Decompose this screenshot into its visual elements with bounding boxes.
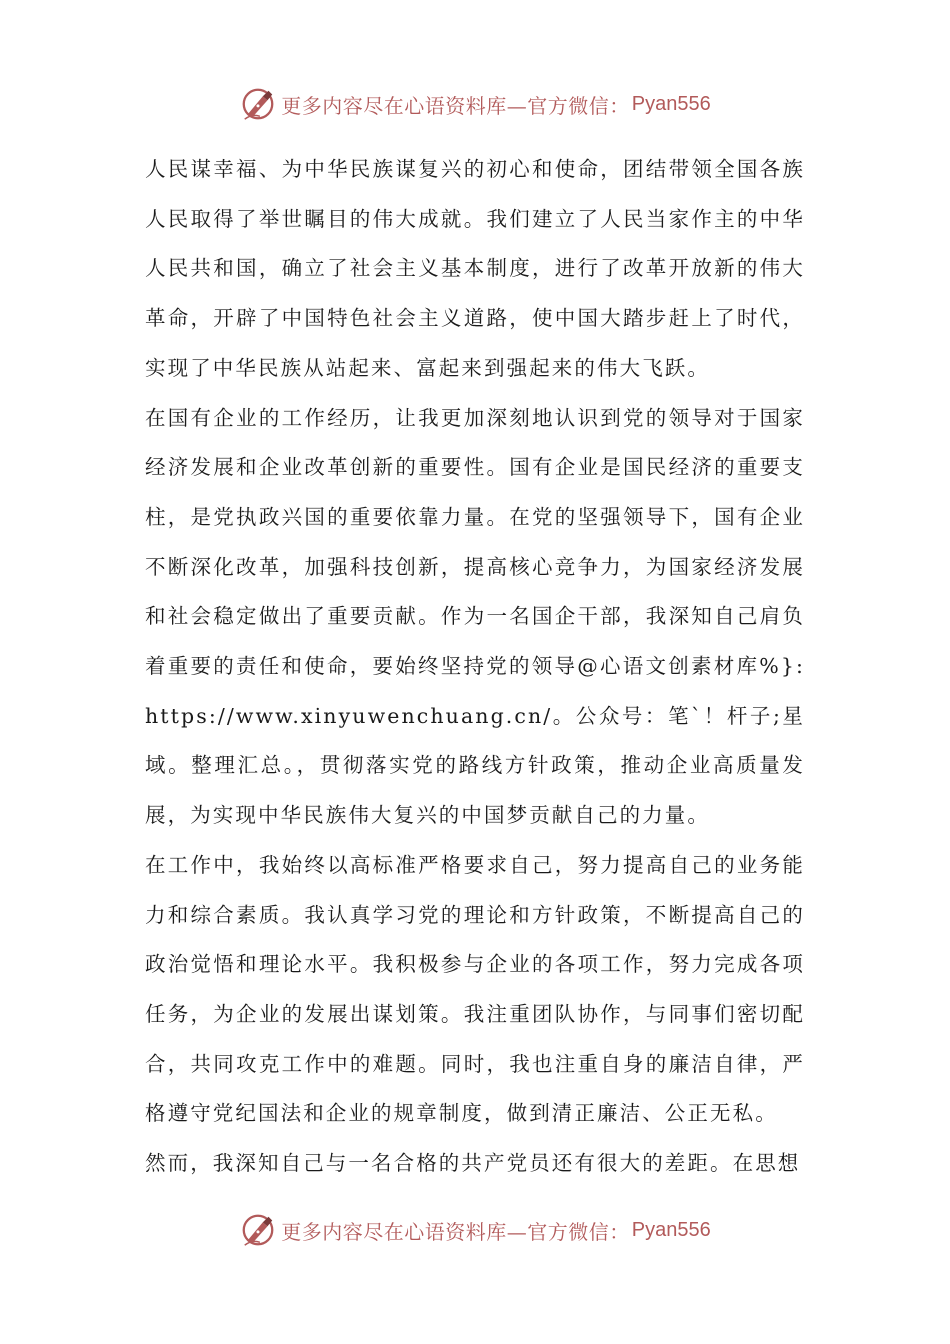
document-body — [145, 145, 805, 1189]
paragraph: 在工作中，我始终以高标准严格要求自己，努力提高自己的业务能力和综合素质。我认真学习党的理论和方针政策，不断提高自己的政治觉悟和理论水平。我积极参与企业的各项工作，努力完成各项任务，为企业的发展出谋划策。我注重团队协作，与同事们密切配合，共同攻克工作中的难题。同时，我也注重自身的廉洁自律，严格遵守党纪国法和企业的规章制度，做到清正廉洁、公正无私。 — [145, 852, 805, 1126]
pen-nib-logo-icon — [239, 1211, 277, 1249]
footer-banner — [0, 1208, 950, 1252]
pen-nib-logo-icon — [239, 85, 277, 123]
paragraph: 然而，我深知自己与一名合格的共产党员还有很大的差距。在思想 — [145, 1151, 801, 1176]
paragraph: 人民谋幸福、为中华民族谋复兴的初心和使命，团结带领全国各族人民取得了举世瞩目的伟大成就。我们建立了人民当家作主的中华人民共和国，确立了社会主义基本制度，进行了改革开放新的伟大革命，开辟了中国特色社会主义道路，使中国大踏步赶上了时代，实现了中华民族从站起来、富起来到强起来的伟大飞跃。 — [145, 157, 805, 380]
header-banner-text: 更多内容尽在心语资料库—官方微信： — [281, 93, 630, 118]
header-wechat-handle: Pyan556 — [631, 92, 711, 115]
paragraph: 在国有企业的工作经历，让我更加深刻地认识到党的领导对于国家经济发展和企业改革创新的重要性。国有企业是国民经济的重要支柱，是党执政兴国的重要依靠力量。在党的坚强领导下，国有企业不断深化改革，加强科技创新，提高核心竞争力，为国家经济发展和社会稳定做出了重要贡献。作为一名国企干部，我深知自己肩负着重要的责任和使命，要始终坚持党的领导@心语文创素材库%}:https://www.xinyuwenchuang.cn/。公众号：笔`！杆子;星域。整理汇总。，贯彻落实党的路线方针政策，推动企业高质量发展，为实现中华民族伟大复兴的中国梦贡献自己的力量。 — [145, 405, 805, 828]
header-banner — [0, 82, 950, 126]
footer-wechat-handle: Pyan556 — [631, 1218, 711, 1241]
footer-banner-text: 更多内容尽在心语资料库—官方微信： — [281, 1219, 630, 1244]
